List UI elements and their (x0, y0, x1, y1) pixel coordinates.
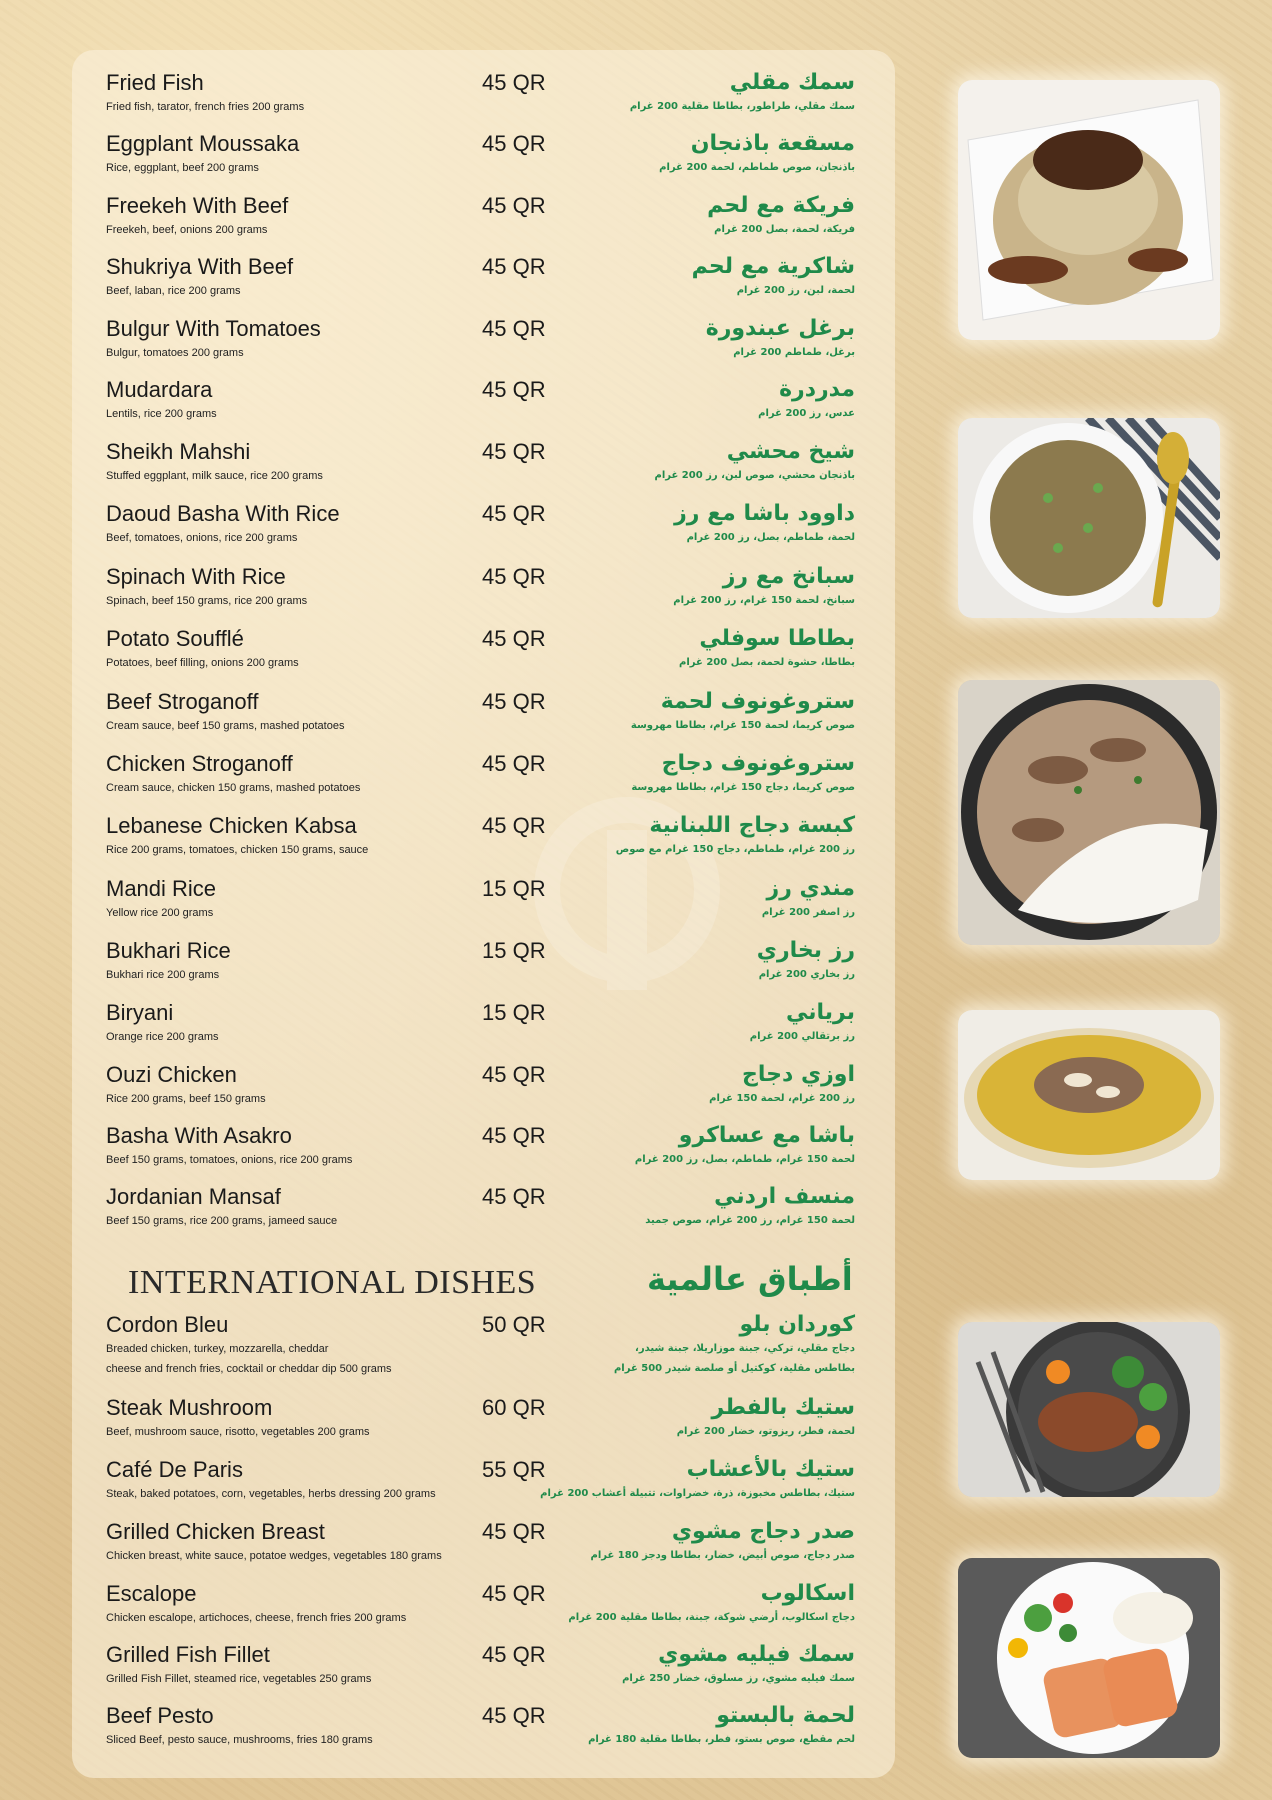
item-name-arabic: ستروغونوف لحمة (660, 689, 855, 714)
item-name-arabic: لحمة بالبستو (716, 1703, 855, 1728)
item-name-arabic: باشا مع عساكرو (678, 1123, 855, 1148)
item-description: Steak, baked potatoes, corn, vegetables, herbs dressing 200 grams (106, 1488, 436, 1500)
item-description-arabic: لحمة 150 غرام، رز 200 غرام، صوص جميد (645, 1215, 855, 1226)
item-description-arabic: لحمة، لبن، رز 200 غرام (736, 285, 855, 296)
item-name-arabic: داوود باشا مع رز (674, 501, 855, 526)
item-price: 45 QR (482, 813, 546, 838)
item-price: 45 QR (482, 501, 546, 526)
item-description-arabic: ستيك، بطاطس مخبوزة، ذرة، خضراوات، تتبيلة أعشاب 200 غرام (540, 1488, 855, 1499)
item-description-arabic: باذنجان، صوص طماطم، لحمة 200 غرام (659, 162, 855, 173)
menu-panel (72, 50, 895, 1778)
item-name-arabic: ستيك بالأعشاب (686, 1457, 855, 1482)
menu-item (72, 1062, 895, 1122)
item-description: Grilled Fish Fillet, steamed rice, vegetables 250 grams (106, 1673, 372, 1685)
menu-item (72, 1642, 895, 1702)
item-price: 45 QR (482, 689, 546, 714)
item-name: Grilled Chicken Breast (106, 1519, 325, 1544)
item-description-arabic: بطاطا، حشوة لحمة، بصل 200 غرام (679, 657, 855, 668)
item-name: Steak Mushroom (106, 1395, 273, 1420)
menu-item (72, 131, 895, 191)
item-name-arabic: مندي رز (766, 876, 855, 901)
menu-item (72, 1184, 895, 1244)
item-description-arabic: رز اصفر 200 غرام (761, 907, 855, 918)
item-description-arabic: فريكة، لحمة، بصل 200 غرام (714, 224, 855, 235)
item-name-arabic: فريكة مع لحم (707, 193, 855, 218)
item-description-arabic: لحمة 150 غرام، طماطم، بصل، رز 200 غرام (634, 1154, 855, 1165)
item-price: 50 QR (482, 1312, 546, 1337)
item-price: 45 QR (482, 131, 546, 156)
item-description: Spinach, beef 150 grams, rice 200 grams (106, 595, 308, 607)
item-description-arabic: باذنجان محشي، صوص لبن، رز 200 غرام (654, 470, 855, 481)
item-name-arabic: ستروغونوف دجاج (661, 751, 855, 776)
item-description: Cream sauce, beef 150 grams, mashed potatoes (106, 720, 345, 732)
menu-item (72, 439, 895, 499)
item-name-arabic: سبانخ مع رز (722, 564, 855, 589)
menu-item (72, 751, 895, 811)
item-description: Rice 200 grams, beef 150 grams (106, 1093, 266, 1105)
item-description: Freekeh, beef, onions 200 grams (106, 224, 268, 236)
item-name-arabic: بطاطا سوفلي (699, 626, 855, 651)
item-name-arabic: اوزي دجاج (742, 1062, 855, 1087)
item-name: Potato Soufflé (106, 626, 244, 651)
item-description-arabic: رز بخاري 200 غرام (758, 969, 855, 980)
freekeh-dish-photo (958, 418, 1220, 618)
menu-item (72, 316, 895, 376)
item-description: Rice, eggplant, beef 200 grams (106, 162, 259, 174)
item-description: Chicken breast, white sauce, potatoe wedges, vegetables 180 grams (106, 1550, 442, 1562)
item-name: Bulgur With Tomatoes (106, 316, 321, 341)
item-name: Sheikh Mahshi (106, 439, 251, 464)
item-name: Mandi Rice (106, 876, 217, 901)
item-name: Mudardara (106, 377, 213, 402)
item-description-arabic: دجاج مقلي، تركي، جبنة موزاريلا، جبنة شيدر، (635, 1343, 855, 1354)
item-description-arabic: لحمة، فطر، ريزوتو، خضار 200 غرام (676, 1426, 855, 1437)
salmon-dish-photo (958, 1558, 1220, 1758)
item-name: Daoud Basha With Rice (106, 501, 340, 526)
item-name: Chicken Stroganoff (106, 751, 293, 776)
menu-item (72, 626, 895, 686)
item-description: Stuffed eggplant, milk sauce, rice 200 grams (106, 470, 323, 482)
item-price: 15 QR (482, 1000, 546, 1025)
item-description: Fried fish, tarator, french fries 200 grams (106, 101, 305, 113)
item-price: 45 QR (482, 1703, 546, 1728)
item-description: Bukhari rice 200 grams (106, 969, 220, 981)
item-price: 45 QR (482, 1642, 546, 1667)
menu-item (72, 876, 895, 936)
item-name-arabic: مدردرة (779, 377, 855, 402)
item-name: Shukriya With Beef (106, 254, 294, 279)
item-description: Orange rice 200 grams (106, 1031, 219, 1043)
item-name-arabic: منسف اردني (714, 1184, 855, 1209)
item-description-arabic: سبانخ، لحمة 150 غرام، رز 200 غرام (673, 595, 855, 606)
menu-item (72, 1395, 895, 1455)
item-description-arabic: سمك مقلي، طراطور، بطاطا مقلية 200 غرام (629, 101, 855, 112)
menu-item (72, 938, 895, 998)
stroganoff-dish-photo (958, 680, 1220, 945)
menu-item (72, 501, 895, 561)
item-description: Cream sauce, chicken 150 grams, mashed potatoes (106, 782, 361, 794)
item-name: Eggplant Moussaka (106, 131, 300, 156)
item-description-arabic: سمك فيليه مشوي، رز مسلوق، خضار 250 غرام (622, 1673, 855, 1684)
item-name-arabic: مسقعة باذنجان (690, 131, 855, 156)
item-price: 45 QR (482, 439, 546, 464)
menu-item (72, 689, 895, 749)
item-name-arabic: رز بخاري (756, 938, 855, 963)
item-name: Cordon Bleu (106, 1312, 229, 1337)
item-price: 45 QR (482, 1062, 546, 1087)
item-description-arabic: صوص كريما، لحمة 150 غرام، بطاطا مهروسة (630, 720, 855, 731)
item-price: 45 QR (482, 1581, 546, 1606)
item-name-arabic: ستيك بالفطر (711, 1395, 855, 1420)
menu-item (72, 1519, 895, 1579)
item-description: Beef 150 grams, tomatoes, onions, rice 200 grams (106, 1154, 353, 1166)
item-name-arabic: برياني (786, 1000, 855, 1025)
item-name: Beef Pesto (106, 1703, 214, 1728)
item-description: Chicken escalope, artichoces, cheese, french fries 200 grams (106, 1612, 407, 1624)
item-name-arabic: اسكالوب (760, 1581, 855, 1606)
rice-dish-photo (958, 80, 1220, 340)
item-description-arabic-line2: بطاطس مقلية، كوكتيل أو صلصة شيدر 500 غرام (613, 1363, 855, 1374)
item-description: Beef, laban, rice 200 grams (106, 285, 241, 297)
section-title-arabic: أطباق عالمية (647, 1260, 853, 1298)
item-name: Grilled Fish Fillet (106, 1642, 270, 1667)
steak-dish-photo (958, 1322, 1220, 1497)
menu-item (72, 1581, 895, 1641)
item-description: Sliced Beef, pesto sauce, mushrooms, fries 180 grams (106, 1734, 373, 1746)
item-name: Café De Paris (106, 1457, 243, 1482)
menu-item (72, 70, 895, 130)
menu-item (72, 1312, 895, 1392)
item-name-arabic: كبسة دجاج اللبنانية (649, 813, 855, 838)
item-description-arabic: دجاج اسكالوب، أرضي شوكة، جبنة، بطاطا مقلية 200 غرام (568, 1612, 855, 1623)
item-description-arabic: رز 200 غرام، طماطم، دجاج 150 غرام مع صوص (615, 844, 855, 855)
item-price: 45 QR (482, 377, 546, 402)
item-name: Escalope (106, 1581, 197, 1606)
kabsa-dish-photo (958, 1010, 1220, 1180)
item-name: Bukhari Rice (106, 938, 231, 963)
item-price: 45 QR (482, 254, 546, 279)
item-name: Beef Stroganoff (106, 689, 259, 714)
menu-item (72, 564, 895, 624)
item-description-arabic: رز 200 غرام، لحمة 150 غرام (709, 1093, 855, 1104)
item-description-arabic: عدس، رز 200 غرام (758, 408, 855, 419)
item-price: 55 QR (482, 1457, 546, 1482)
item-price: 45 QR (482, 193, 546, 218)
menu-item (72, 1457, 895, 1517)
item-name-arabic: سمك فيليه مشوي (658, 1642, 855, 1667)
item-price: 45 QR (482, 751, 546, 776)
item-name: Freekeh With Beef (106, 193, 289, 218)
item-price: 45 QR (482, 1519, 546, 1544)
item-price: 15 QR (482, 938, 546, 963)
menu-item (72, 1703, 895, 1763)
item-name-arabic: برغل عبندورة (705, 316, 855, 341)
item-description: Potatoes, beef filling, onions 200 grams (106, 657, 299, 669)
item-description-arabic: لحمة، طماطم، بصل، رز 200 غرام (686, 532, 855, 543)
menu-item (72, 1000, 895, 1060)
item-description-arabic: برغل، طماطم 200 غرام (733, 347, 855, 358)
item-name: Ouzi Chicken (106, 1062, 237, 1087)
item-name-arabic: شاكرية مع لحم (691, 254, 855, 279)
item-price: 45 QR (482, 316, 546, 341)
item-description: Rice 200 grams, tomatoes, chicken 150 grams, sauce (106, 844, 369, 856)
item-price: 45 QR (482, 70, 546, 95)
item-description-line2: cheese and french fries, cocktail or cheddar dip 500 grams (106, 1363, 392, 1375)
menu-item (72, 254, 895, 314)
item-price: 45 QR (482, 1184, 546, 1209)
item-name-arabic: صدر دجاج مشوي (671, 1519, 855, 1544)
item-name: Biryani (106, 1000, 174, 1025)
item-description: Bulgur, tomatoes 200 grams (106, 347, 244, 359)
item-description-arabic: صدر دجاج، صوص أبيض، خضار، بطاطا ودجز 180 غرام (590, 1550, 855, 1561)
item-name-arabic: سمك مقلي (729, 70, 855, 95)
item-name: Lebanese Chicken Kabsa (106, 813, 357, 838)
item-name: Fried Fish (106, 70, 204, 95)
item-price: 45 QR (482, 564, 546, 589)
item-description: Lentils, rice 200 grams (106, 408, 217, 420)
menu-item (72, 813, 895, 873)
item-description: Beef, tomatoes, onions, rice 200 grams (106, 532, 298, 544)
item-description-arabic: لحم مقطع، صوص بستو، فطر، بطاطا مقلية 180 غرام (588, 1734, 855, 1745)
menu-item (72, 1123, 895, 1183)
item-description: Beef 150 grams, rice 200 grams, jameed sauce (106, 1215, 338, 1227)
menu-item (72, 377, 895, 437)
item-name: Spinach With Rice (106, 564, 286, 589)
item-price: 15 QR (482, 876, 546, 901)
item-price: 45 QR (482, 626, 546, 651)
item-description: Beef, mushroom sauce, risotto, vegetables 200 grams (106, 1426, 370, 1438)
item-price: 45 QR (482, 1123, 546, 1148)
section-title: INTERNATIONAL DISHES (128, 1264, 537, 1301)
item-name: Basha With Asakro (106, 1123, 292, 1148)
item-description-arabic: رز برتقالي 200 غرام (749, 1031, 855, 1042)
item-name-arabic: كوردان بلو (739, 1312, 855, 1337)
item-description: Breaded chicken, turkey, mozzarella, cheddar (106, 1343, 329, 1355)
menu-item (72, 193, 895, 253)
item-price: 60 QR (482, 1395, 546, 1420)
item-description: Yellow rice 200 grams (106, 907, 214, 919)
item-name-arabic: شيخ محشي (726, 439, 855, 464)
item-description-arabic: صوص كريما، دجاج 150 غرام، بطاطا مهروسة (631, 782, 855, 793)
item-name: Jordanian Mansaf (106, 1184, 281, 1209)
